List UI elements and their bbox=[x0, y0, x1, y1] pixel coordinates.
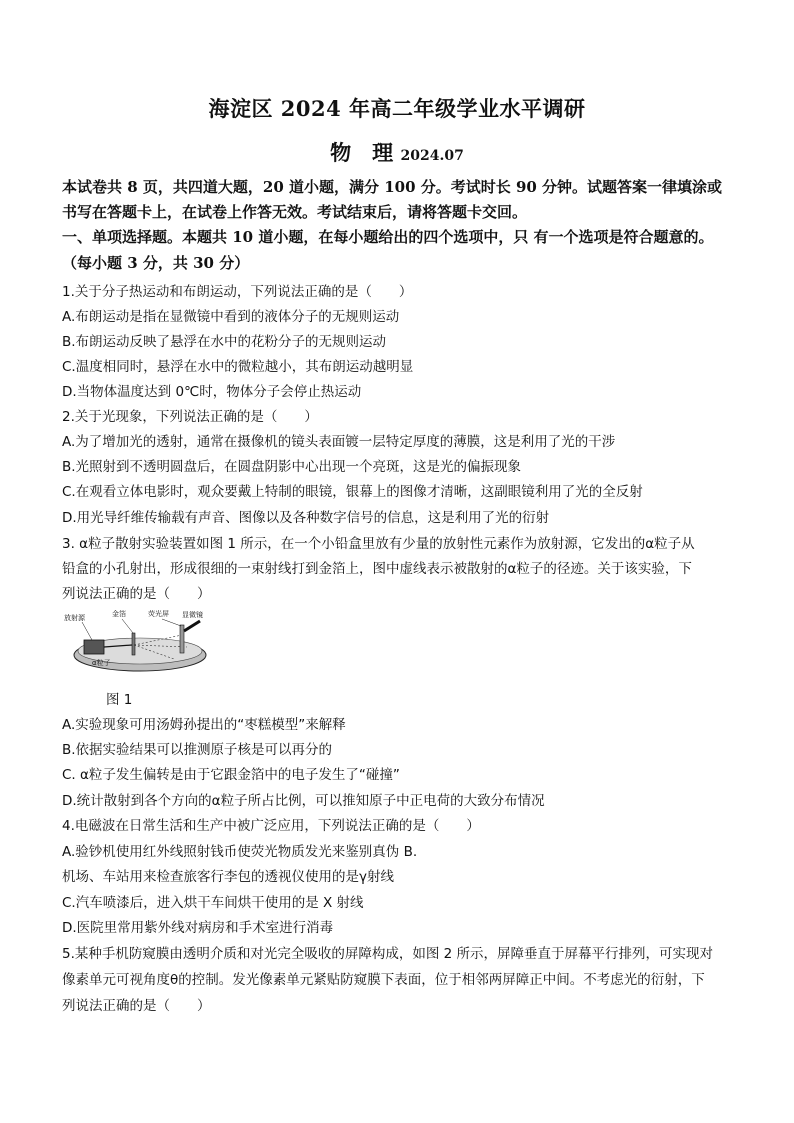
exam-date: 2024.07 bbox=[400, 148, 464, 164]
alpha-scattering-figure bbox=[62, 607, 212, 675]
q5-stem-3: 列说法正确的是（ ） bbox=[62, 998, 211, 1014]
q4-option-d: D.医院里常用紫外线对病房和手术室进行消毒 bbox=[62, 920, 334, 936]
exam-subject bbox=[0, 137, 794, 167]
q3-stem-1: 3. α粒子散射实验装置如图 1 所示，在一个小铅盒里放有少量的放射性元素作为放射源，它发出的α粒子从 bbox=[62, 536, 695, 552]
label-alpha-particle: α粒子 bbox=[92, 659, 111, 667]
q2-stem: 2.关于光现象，下列说法正确的是（ ） bbox=[62, 409, 318, 425]
q4-option-a: A.验钞机使用红外线照射钱币使荧光物质发光来鉴别真伪 B. bbox=[62, 844, 418, 860]
q3-stem-3: 列说法正确的是（ ） bbox=[62, 586, 211, 602]
q4-stem: 4.电磁波在日常生活和生产中被广泛应用，下列说法正确的是（ ） bbox=[62, 818, 480, 834]
gold-foil bbox=[132, 633, 135, 655]
q5-stem-1: 5.某种手机防窥膜由透明介质和对光完全吸收的屏障构成，如图 2 所示，屏障垂直于屏幕平行排列，可实现对 bbox=[62, 946, 714, 962]
q1-option-b: B.布朗运动反映了悬浮在水中的花粉分子的无规则运动 bbox=[62, 334, 387, 350]
leader-source bbox=[82, 622, 92, 640]
q2-option-d: D.用光导纤维传输载有声音、图像以及各种数字信号的信息，这是利用了光的衍射 bbox=[62, 510, 550, 526]
q4-option-c: C.汽车喷漆后，进入烘干车间烘干使用的是 X 射线 bbox=[62, 895, 364, 911]
fluorescent-screen bbox=[180, 625, 184, 653]
label-screen: 荧光屏 bbox=[148, 610, 169, 618]
label-source: 放射源 bbox=[64, 614, 85, 622]
q1-option-d: D.当物体温度达到 0℃时，物体分子会停止热运动 bbox=[62, 384, 362, 400]
lead-box bbox=[84, 640, 104, 654]
microscope bbox=[184, 621, 200, 631]
q1-stem: 1.关于分子热运动和布朗运动，下列说法正确的是（ ） bbox=[62, 284, 413, 300]
q1-option-c: C.温度相同时，悬浮在水中的微粒越小，其布朗运动越明显 bbox=[62, 359, 414, 375]
q2-option-c: C.在观看立体电影时，观众要戴上特制的眼镜，银幕上的图像才清晰，这副眼镜利用了光的全反射 bbox=[62, 484, 643, 500]
alpha-scattering-diagram bbox=[62, 607, 212, 675]
q2-option-b: B.光照射到不透明圆盘后，在圆盘阴影中心出现一个亮斑，这是光的偏振现象 bbox=[62, 459, 522, 475]
section-1-note: （每小题 3 分，共 30 分） bbox=[62, 254, 250, 272]
q3-option-d: D.统计散射到各个方向的α粒子所占比例，可以推知原子中正电荷的大致分布情况 bbox=[62, 793, 545, 809]
q5-stem-2: 像素单元可视角度θ的控制。发光像素单元紧贴防窥膜下表面，位于相邻两屏障正中间。不考虑光的衍射，下 bbox=[62, 972, 705, 988]
q3-option-b: B.依据实验结果可以推测原子核是可以再分的 bbox=[62, 742, 333, 758]
leader-foil bbox=[122, 619, 133, 633]
leader-screen bbox=[162, 619, 181, 626]
figure-1-caption: 图 1 bbox=[106, 692, 133, 708]
exam-title: 海淀区 2024 年高二年级学业水平调研 bbox=[208, 96, 586, 121]
q4-option-b: 机场、车站用来检查旅客行李包的透视仪使用的是γ射线 bbox=[62, 869, 394, 885]
q3-stem-2: 铅盒的小孔射出，形成很细的一束射线打到金箔上，图中虚线表示被散射的α粒子的径迹。关于该实验，下 bbox=[62, 561, 692, 577]
instructions-line-2: 书写在答题卡上，在试卷上作答无效。考试结束后，请将答题卡交回。 bbox=[62, 203, 528, 221]
instructions-line-1: 本试卷共 8 页，共四道大题，20 道小题，满分 100 分。考试时长 90 分钟。试题答案一律填涂或 bbox=[62, 178, 723, 196]
label-microscope: 显微镜 bbox=[182, 611, 203, 619]
section-1-heading: 一、单项选择题。本题共 10 道小题，在每小题给出的四个选项中，只 有一个选项是符合题意的。 bbox=[62, 228, 714, 246]
q2-option-a: A.为了增加光的透射，通常在摄像机的镜头表面镀一层特定厚度的薄膜，这是利用了光的干涉 bbox=[62, 434, 616, 450]
subject-name: 物 理 bbox=[330, 140, 394, 165]
q3-option-a: A.实验现象可用汤姆孙提出的“枣糕模型”来解释 bbox=[62, 717, 346, 733]
q1-option-a: A.布朗运动是指在显微镜中看到的液体分子的无规则运动 bbox=[62, 309, 400, 325]
label-foil: 金箔 bbox=[112, 610, 126, 618]
q3-option-c: C. α粒子发生偏转是由于它跟金箔中的电子发生了“碰撞” bbox=[62, 767, 400, 783]
